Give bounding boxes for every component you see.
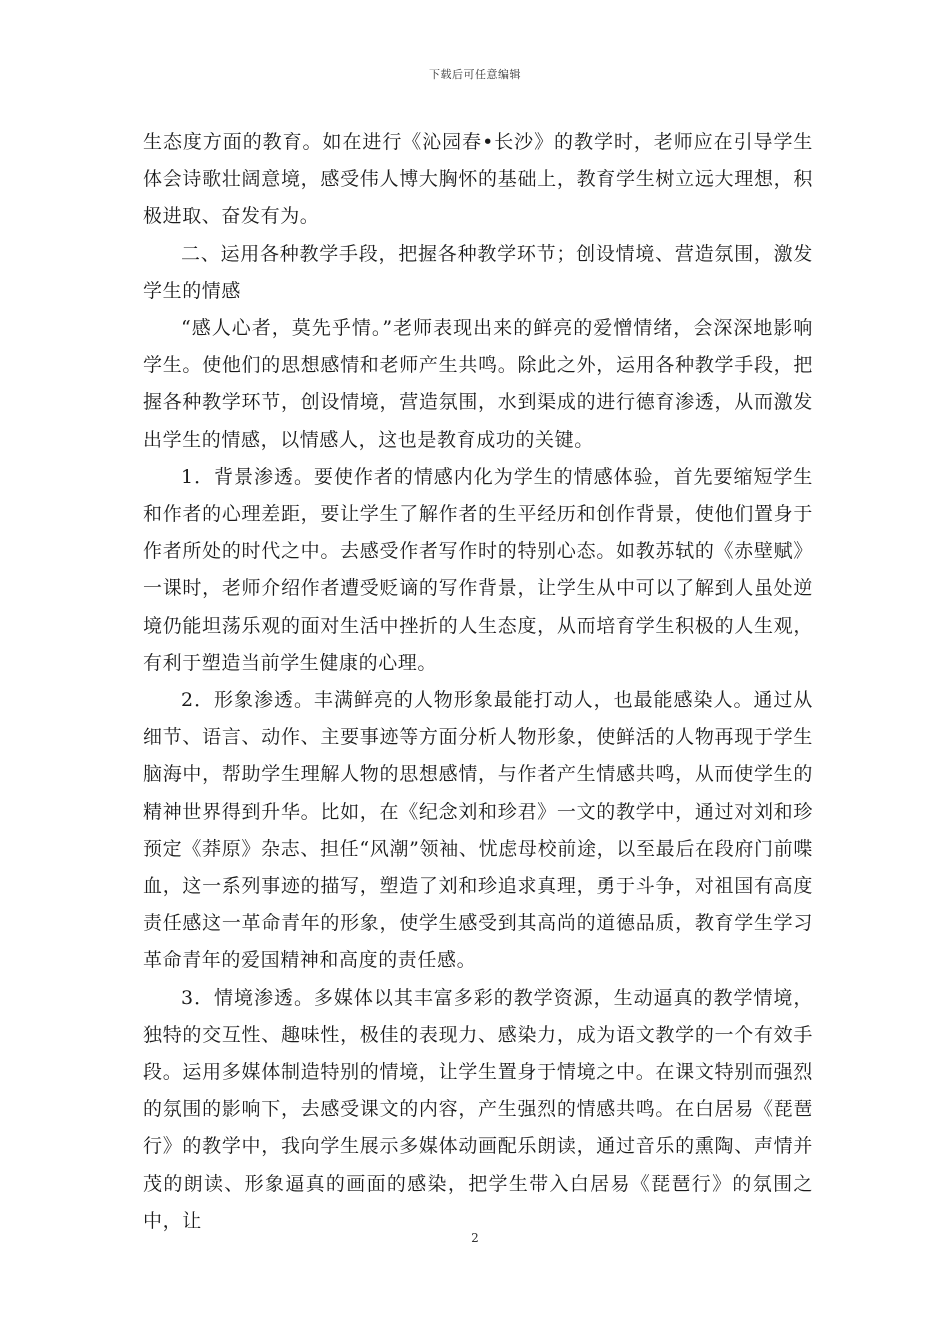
page-header: 下载后可任意编辑 [429, 68, 521, 81]
paragraph-image: 2．形象渗透。丰满鲜亮的人物形象最能打动人，也最能感染人。通过从细节、语言、动作、主要事迹等方面分析人物形象，使鲜活的人物再现于学生脑海中，帮助学生理解人物的思想感情，与作者产生情感共鸣，从而使学生的精神世界得到升华。比如，在《纪念刘和珍君》一文的教学中，通过对刘和珍预定《莽原》杂志、担任“风潮”领袖、忧虑母校前途，以至最后在段府门前喋血，这一系列事迹的描写，塑造了刘和珍追求真理，勇于斗争，对祖国有高度责任感这一革命青年的形象，使学生感受到其高尚的道德品质，教育学生学习革命青年的爱国精神和高度的责任感。 [143, 689, 813, 972]
paragraph: “感人心者，莫先乎情。”老师表现出来的鲜亮的爱憎情绪，会深深地影响学生。使他们的思想感情和老师产生共鸣。除此之外，运用各种教学手段，把握各种教学环节，创设情境，营造氛围，水到渠成的进行德育渗透，从而激发出学生的情感，以情感人，这也是教育成功的关键。 [143, 317, 813, 451]
paragraph-situation: 3．情境渗透。多媒体以其丰富多彩的教学资源，生动逼真的教学情境，独特的交互性、趣味性，极佳的表现力、感染力，成为语文教学的一个有效手段。运用多媒体制造特别的情境，让学生置身于情境之中。在课文特别而强烈的氛围的影响下，去感受课文的内容，产生强烈的情感共鸣。在白居易《琵琶行》的教学中，我向学生展示多媒体动画配乐朗读，通过音乐的熏陶、声情并茂的朗读、形象逼真的画面的感染，把学生带入白居易《琵琶行》的氛围之中，让 [143, 986, 813, 1232]
section-heading: 二、运用各种教学手段，把握各种教学环节；创设情境、营造氛围，激发学生的情感 [143, 242, 813, 302]
paragraph-continuation: 生态度方面的教育。如在进行《沁园春•长沙》的教学时，老师应在引导学生体会诗歌壮阔意境，感受伟人博大胸怀的基础上，教育学生树立远大理想，积极进取、奋发有为。 [143, 131, 813, 228]
body-text [143, 124, 813, 1240]
paragraph-background: 1．背景渗透。要使作者的情感内化为学生的情感体验，首先要缩短学生和作者的心理差距，要让学生了解作者的生平经历和创作背景，使他们置身于作者所处的时代之中。去感受作者写作时的特别心态。如教苏轼的《赤壁赋》一课时，老师介绍作者遭受贬谪的写作背景，让学生从中可以了解到人虽处逆境仍能坦荡乐观的面对生活中挫折的人生态度，从而培育学生积极的人生观，有利于塑造当前学生健康的心理。 [143, 465, 813, 674]
page-number: 2 [471, 1231, 479, 1245]
